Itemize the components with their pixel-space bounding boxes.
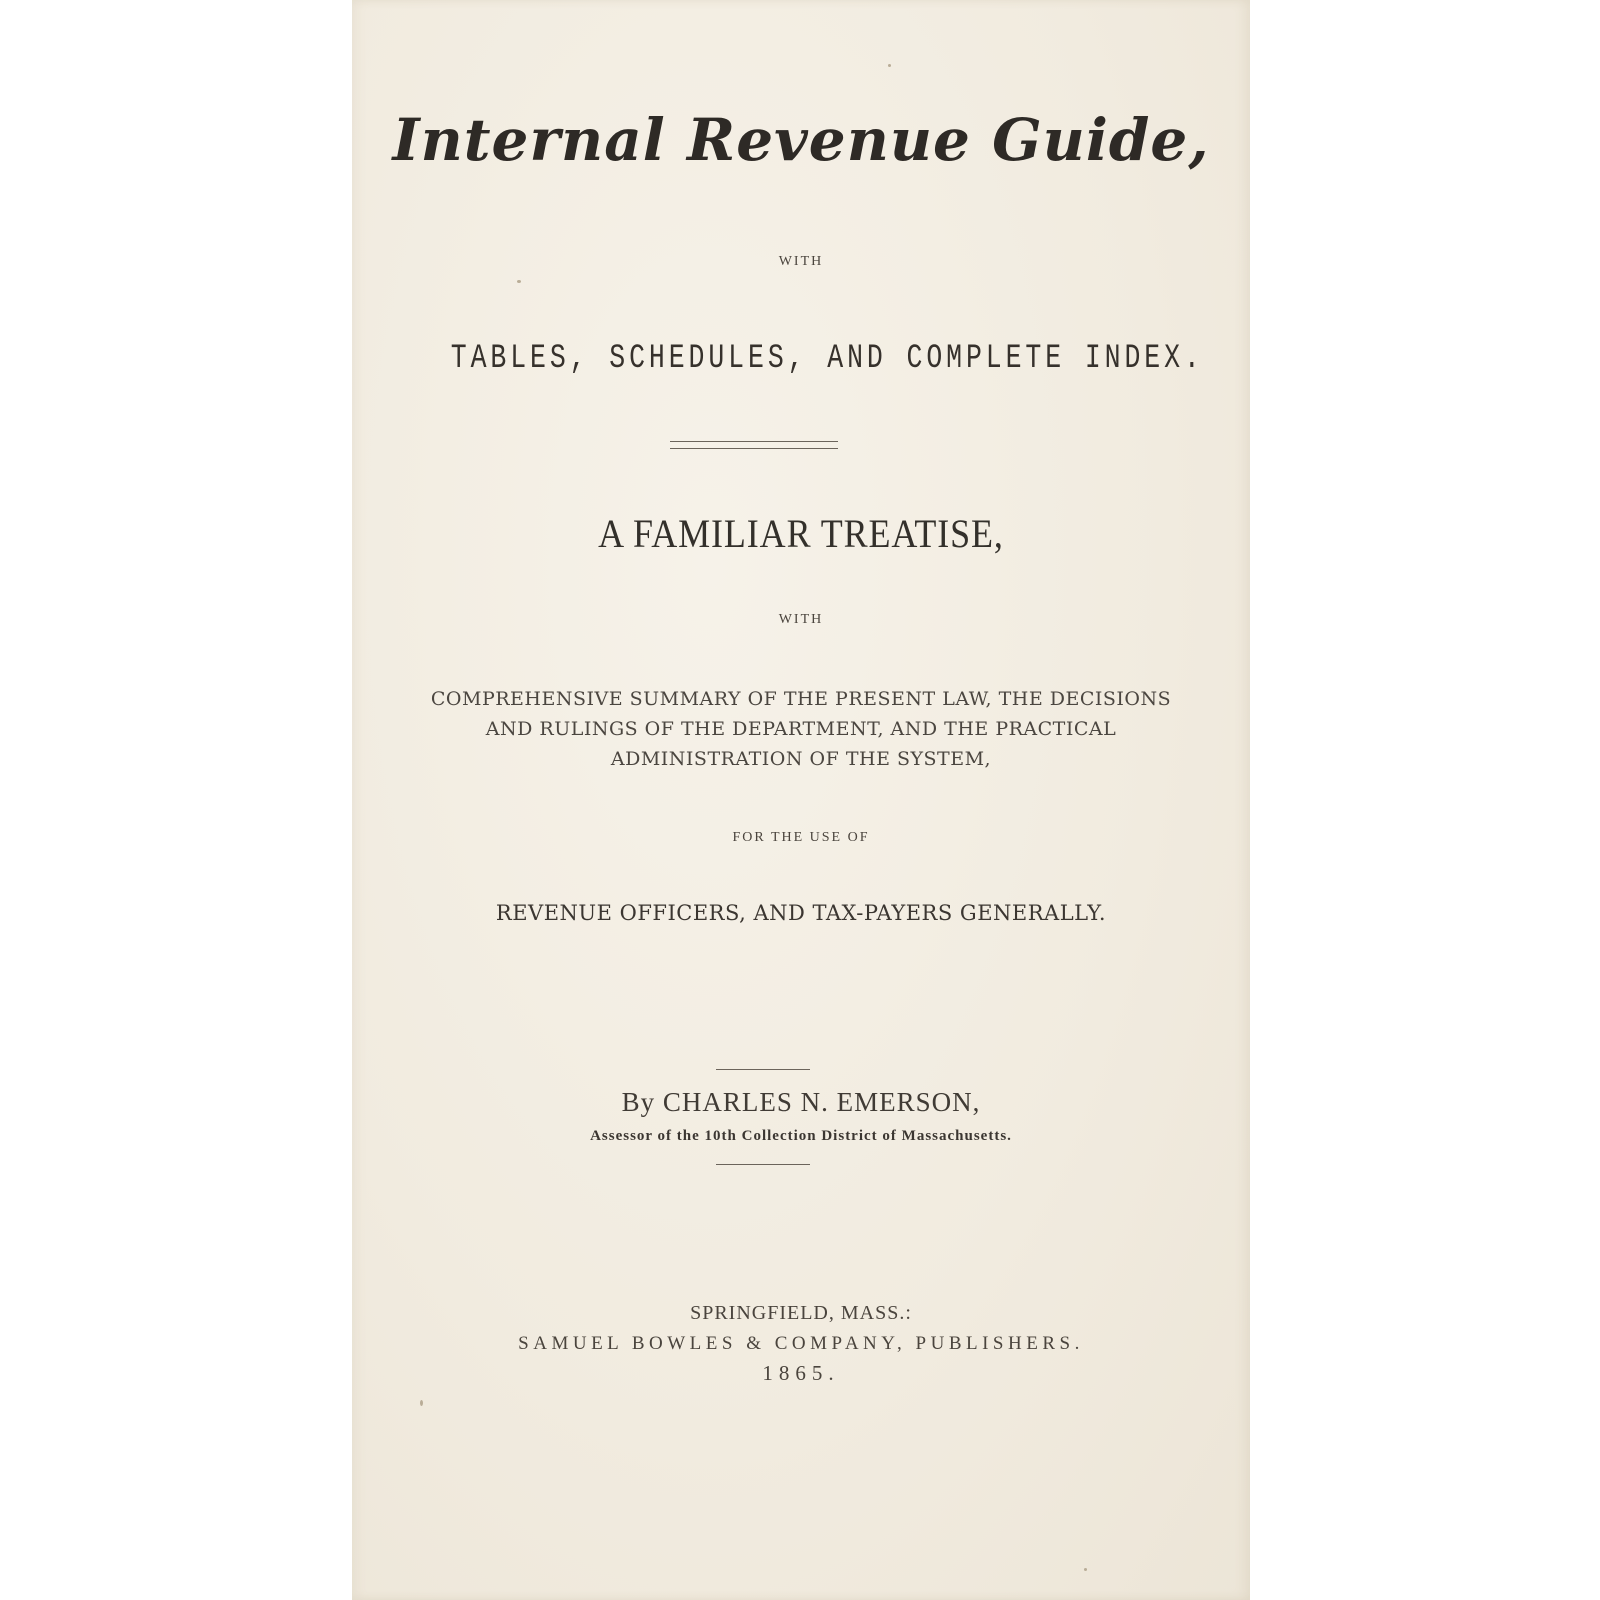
- treatise-heading: A FAMILIAR TREATISE,: [598, 511, 1004, 556]
- author-rule-bottom: [716, 1164, 810, 1165]
- audience-line: REVENUE OFFICERS, AND TAX-PAYERS GENERALLY.: [495, 901, 1107, 925]
- with-label-2: WITH: [778, 612, 824, 627]
- summary-line-3: ADMINISTRATION OF THE SYSTEM,: [610, 748, 992, 770]
- title-page: [352, 0, 1250, 1600]
- paper-speck: [517, 280, 521, 283]
- for-use-label: FOR THE USE OF: [732, 830, 870, 845]
- imprint-publisher: SAMUEL BOWLES & COMPANY, PUBLISHERS.: [518, 1333, 1084, 1354]
- summary-line-2: AND RULINGS OF THE DEPARTMENT, AND THE PRACTICAL: [485, 718, 1117, 740]
- imprint-place: SPRINGFIELD, MASS.:: [690, 1302, 912, 1324]
- double-rule-top: [670, 441, 838, 442]
- paper-speck: [1084, 1568, 1087, 1571]
- paper-speck: [888, 64, 891, 67]
- author-name: By CHARLES N. EMERSON,: [621, 1087, 981, 1117]
- with-label-1: WITH: [778, 254, 824, 269]
- paper-speck: [420, 1400, 423, 1406]
- summary-line-1: COMPREHENSIVE SUMMARY OF THE PRESENT LAW, THE DECISIONS: [430, 688, 1172, 710]
- imprint-year: 1865.: [762, 1361, 840, 1385]
- subtitle: TABLES, SCHEDULES, AND COMPLETE INDEX.: [450, 340, 1204, 378]
- main-title: Internal Revenue Guide,: [392, 106, 1210, 174]
- author-rule-top: [716, 1069, 810, 1070]
- double-rule-bottom: [670, 448, 838, 449]
- author-title: Assessor of the 10th Collection District of Massachusetts.: [590, 1128, 1012, 1144]
